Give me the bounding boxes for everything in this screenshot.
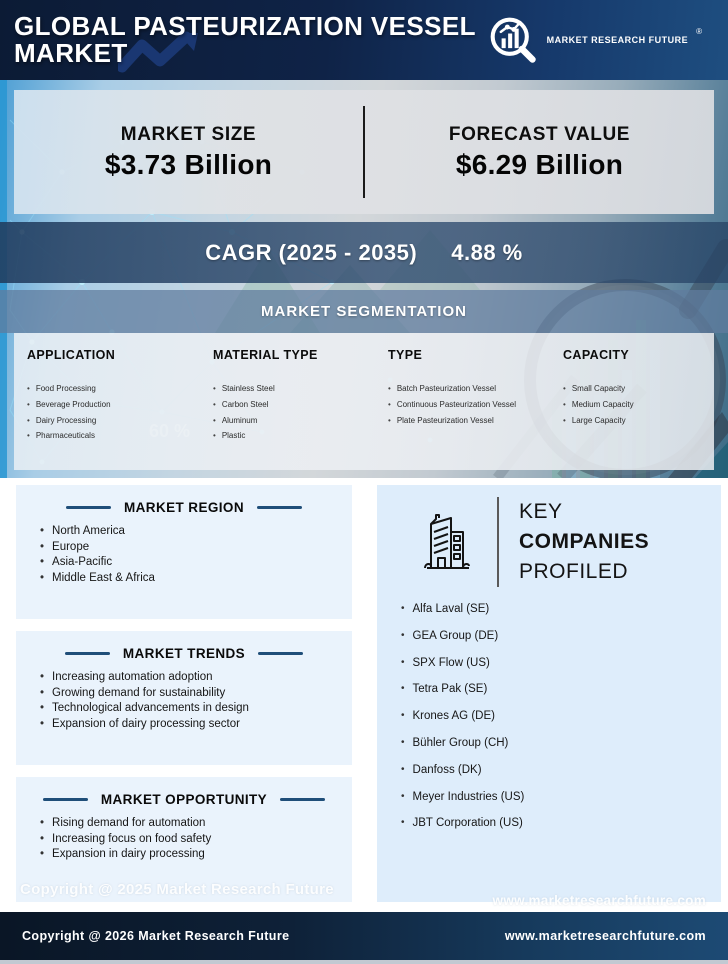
segmentation-item — [563, 417, 714, 425]
market-trends-item-label: Expansion of dairy processing sector — [52, 717, 240, 730]
segmentation-item-label: Pharmaceuticals — [35, 431, 95, 441]
vertical-divider — [497, 497, 499, 587]
market-region-card — [16, 485, 352, 619]
footer-website-link[interactable]: www.marketresearchfuture.com — [504, 929, 706, 943]
card-head — [16, 500, 352, 515]
segmentation-item-label: Food Processing — [35, 384, 96, 393]
brand-name: MARKET RESEARCH FUTURE — [546, 35, 689, 45]
bullet-icon: • — [388, 384, 391, 393]
company-item-label: Meyer Industries (US) — [412, 790, 525, 803]
bullet-icon: • — [401, 629, 405, 641]
segmentation-list — [563, 385, 714, 425]
segmentation-column-capacity — [563, 333, 714, 470]
cagr-label: CAGR (2025 - 2035) — [205, 239, 418, 265]
bullet-icon: • — [40, 717, 45, 730]
segmentation-item-label: Aluminum — [221, 415, 258, 425]
bullet-icon: • — [563, 415, 566, 425]
segmentation-item-label: Beverage Production — [35, 399, 111, 409]
company-item-label: GEA Group (DE) — [412, 629, 499, 642]
market-size-label: MARKET SIZE — [120, 123, 257, 145]
key-companies-title-line1: KEY — [519, 500, 563, 523]
segmentation-item — [563, 401, 714, 409]
bullet-icon: • — [401, 683, 405, 695]
segmentation-list — [213, 385, 388, 441]
segmentation-item — [27, 385, 213, 393]
bullet-icon: • — [388, 399, 391, 409]
bullet-icon: • — [27, 399, 30, 409]
segmentation-column-type — [388, 333, 563, 470]
title-wrap — [0, 10, 476, 68]
segmentation-heading: APPLICATION — [27, 348, 116, 362]
heading-rule-left — [43, 798, 88, 801]
bullet-icon: • — [40, 702, 45, 715]
segmentation-column-application — [27, 333, 213, 470]
market-opportunity-item-label: Expansion in dairy processing — [52, 848, 205, 861]
company-item — [401, 710, 721, 722]
bullet-icon: • — [563, 399, 566, 409]
cagr-band — [0, 222, 728, 283]
company-item — [401, 737, 721, 749]
forecast-value-value: $6.29 Billion — [455, 148, 624, 180]
segmentation-item-label: Large Capacity — [571, 415, 626, 425]
page-title-line2: MARKET — [14, 38, 128, 68]
segmentation-item — [388, 401, 563, 409]
bullet-icon: • — [40, 817, 45, 829]
page-title — [14, 10, 476, 68]
segmentation-item-label: Dairy Processing — [35, 415, 97, 425]
bullet-icon: • — [401, 790, 405, 802]
brand-logo — [487, 14, 728, 66]
market-trends-item-label: Growing demand for sustainability — [52, 686, 226, 699]
company-item — [401, 683, 721, 695]
segmentation-heading: CAPACITY — [563, 348, 630, 362]
key-companies-card — [377, 485, 721, 902]
header-bar — [0, 0, 728, 80]
bullet-icon: • — [40, 848, 45, 861]
buildings-icon — [417, 510, 475, 574]
bullet-icon: • — [40, 671, 45, 683]
segmentation-item-label: Carbon Steel — [221, 399, 269, 409]
market-opportunity-item-label: Rising demand for automation — [52, 817, 206, 829]
page-title-line1: GLOBAL PASTEURIZATION VESSEL — [14, 10, 476, 41]
registered-mark: ® — [696, 26, 702, 36]
bullet-icon: • — [388, 415, 391, 425]
segmentation-panel — [14, 333, 714, 470]
company-item-label: Alfa Laval (SE) — [412, 603, 490, 615]
market-opportunity-list — [16, 816, 352, 863]
footer-bar — [0, 912, 728, 960]
market-region-list — [16, 524, 352, 586]
company-item-label: SPX Flow (US) — [412, 656, 490, 669]
segmentation-item — [213, 417, 388, 425]
hero-section — [0, 80, 728, 478]
segmentation-item-label: Medium Capacity — [571, 399, 634, 409]
bullet-icon: • — [401, 763, 405, 775]
company-item-label: Bühler Group (CH) — [412, 736, 509, 749]
market-trends-item — [40, 701, 352, 717]
stat-panel — [14, 90, 714, 214]
market-trends-item-label: Technological advancements in design — [52, 702, 249, 715]
company-item — [401, 817, 721, 829]
footer-copyright: Copyright @ 2026 Market Research Future — [22, 929, 290, 943]
segmentation-item — [388, 417, 563, 425]
market-opportunity-title: MARKET OPPORTUNITY — [100, 792, 268, 807]
bullet-icon: • — [40, 686, 45, 699]
bullet-icon: • — [40, 571, 45, 584]
bullet-icon: • — [401, 603, 405, 614]
market-opportunity-item-label: Increasing focus on food safety — [52, 832, 212, 845]
segmentation-title: MARKET SEGMENTATION — [261, 303, 467, 320]
bullet-icon: • — [213, 384, 216, 393]
segmentation-heading: TYPE — [388, 348, 423, 362]
company-item-label: JBT Corporation (US) — [412, 817, 523, 830]
company-item — [401, 657, 721, 669]
key-companies-title-line3: PROFILED — [519, 560, 629, 583]
bullet-icon: • — [27, 415, 30, 425]
footer-bottom-strip — [0, 960, 728, 964]
card-head — [16, 646, 352, 661]
market-size-block — [14, 90, 363, 214]
companies-list — [377, 603, 721, 829]
company-item — [401, 764, 721, 776]
cagr-value: 4.88 % — [451, 239, 523, 265]
market-trends-item-label: Increasing automation adoption — [52, 671, 213, 683]
market-trends-item — [40, 686, 352, 702]
forecast-value-block — [365, 90, 714, 214]
market-region-item — [40, 524, 352, 540]
segmentation-item — [213, 432, 388, 440]
company-item-label: Tetra Pak (SE) — [412, 683, 488, 696]
bullet-icon: • — [401, 710, 405, 722]
bullet-icon: • — [27, 384, 30, 393]
market-region-item-label: North America — [52, 525, 125, 537]
forecast-value-label: FORECAST VALUE — [448, 123, 631, 145]
bullet-icon: • — [563, 384, 566, 393]
bullet-icon: • — [40, 525, 45, 537]
bullet-icon: • — [40, 556, 45, 569]
heading-rule-right — [258, 652, 303, 655]
watermark-website: www.marketresearchfuture.com — [492, 893, 706, 908]
bullet-icon: • — [213, 431, 216, 441]
market-trends-card — [16, 631, 352, 765]
bullet-icon: • — [40, 832, 45, 845]
segmentation-item — [213, 401, 388, 409]
segmentation-item — [27, 401, 213, 409]
key-companies-header — [377, 485, 721, 587]
company-item — [401, 791, 721, 803]
segmentation-heading: MATERIAL TYPE — [213, 348, 318, 362]
segmentation-item-label: Continuous Pasteurization Vessel — [396, 399, 516, 409]
bullet-icon: • — [213, 415, 216, 425]
watermark-copyright: Copyright @ 2025 Market Research Future — [20, 881, 334, 898]
card-head — [16, 792, 352, 807]
bullet-icon: • — [40, 540, 45, 553]
segmentation-item — [563, 385, 714, 393]
key-companies-title-line2: COMPANIES — [519, 530, 650, 553]
segmentation-item-label: Stainless Steel — [221, 384, 275, 393]
market-region-item-label: Europe — [52, 540, 90, 553]
segmentation-watermark: 60 % — [149, 421, 191, 441]
segmentation-item-label: Small Capacity — [571, 384, 626, 393]
heading-rule-left — [65, 652, 110, 655]
market-trends-item — [40, 670, 352, 686]
market-opportunity-item — [40, 832, 352, 848]
market-region-item — [40, 540, 352, 556]
bullet-icon: • — [401, 817, 405, 829]
market-opportunity-item — [40, 847, 352, 863]
market-region-item — [40, 571, 352, 587]
market-region-item — [40, 555, 352, 571]
bullet-icon: • — [213, 399, 216, 409]
bullet-icon: • — [401, 656, 405, 668]
bullet-icon: • — [27, 431, 30, 441]
market-trends-title: MARKET TRENDS — [122, 646, 246, 661]
market-opportunity-item — [40, 816, 352, 832]
segmentation-list — [388, 385, 563, 425]
segmentation-item — [388, 385, 563, 393]
segmentation-item-label: Plastic — [221, 431, 246, 441]
market-trends-list — [16, 670, 352, 732]
company-item-label: Danfoss (DK) — [412, 763, 482, 776]
heading-rule-left — [66, 506, 111, 509]
market-trends-item — [40, 717, 352, 733]
bullet-icon: • — [401, 736, 405, 748]
segmentation-column-material-type — [213, 333, 388, 470]
company-item — [401, 630, 721, 642]
company-item-label: Krones AG (DE) — [412, 710, 495, 723]
market-region-title: MARKET REGION — [124, 500, 244, 515]
segmentation-title-band — [0, 290, 728, 333]
company-item — [401, 603, 721, 615]
heading-rule-right — [280, 798, 325, 801]
mrf-logo-icon — [487, 14, 539, 66]
market-region-item-label: Middle East & Africa — [52, 571, 155, 584]
segmentation-item-label: Plate Pasteurization Vessel — [396, 415, 494, 425]
key-companies-title — [519, 497, 649, 587]
market-size-value: $3.73 Billion — [104, 148, 273, 180]
market-region-item-label: Asia-Pacific — [52, 556, 113, 569]
segmentation-item — [213, 385, 388, 393]
segmentation-item-label: Batch Pasteurization Vessel — [396, 384, 496, 393]
heading-rule-right — [257, 506, 302, 509]
